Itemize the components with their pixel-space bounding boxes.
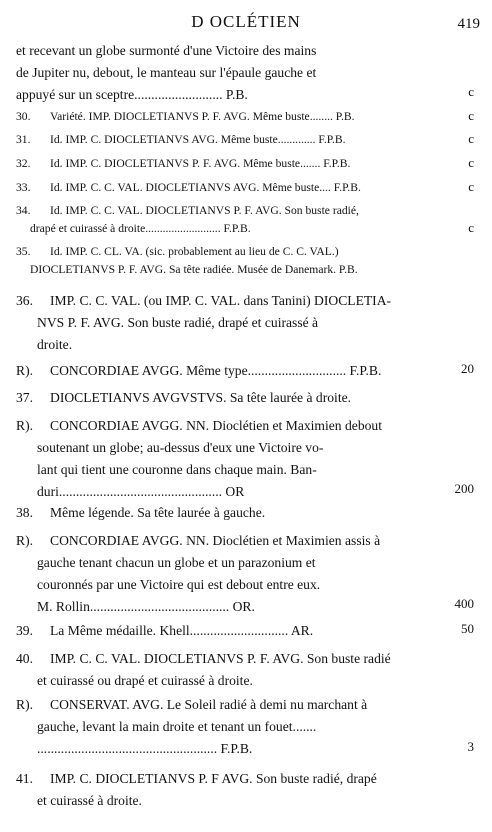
entry-text: CONSERVAT. AVG. Le Soleil radié à demi nu marchant à bbox=[50, 697, 368, 712]
entry-text: drapé et cuirassé à droite.......................... F.P.B. bbox=[30, 222, 251, 235]
entry-text: et cuirassé à droite. bbox=[37, 793, 142, 808]
reverse-mark: R). bbox=[16, 418, 33, 433]
entry-text: CONCORDIAE AVGG. Même type............................. F.P.B. bbox=[50, 363, 382, 378]
entry-34 bbox=[16, 202, 446, 238]
rarity-mark: c bbox=[468, 108, 474, 123]
rarity-mark: 200 bbox=[454, 481, 474, 496]
entry-text: couronnés par une Victoire qui est debout entre eux. bbox=[37, 577, 321, 592]
reverse-mark: R). bbox=[16, 533, 33, 548]
entry-text: droite. bbox=[37, 337, 73, 352]
entry-text: IMP. C. DIOCLETIANVS P. F AVG. Son buste radié, drapé bbox=[50, 771, 377, 786]
entry-line: de Jupiter nu, debout, le manteau sur l'épaule gauche et bbox=[16, 65, 317, 80]
entry-reverse bbox=[16, 415, 446, 503]
entry-number: 30. bbox=[16, 110, 31, 123]
entry-text: Id. IMP. C. C. VAL. DIOCLETIANVS AVG. Même buste.... F.P.B. bbox=[50, 181, 361, 194]
rarity-mark: 20 bbox=[461, 361, 474, 376]
page-number: 419 bbox=[457, 16, 480, 32]
entry-text: Même légende. Sa tête laurée à gauche. bbox=[50, 505, 266, 520]
entry-30 bbox=[16, 108, 446, 126]
rarity-mark: c bbox=[468, 220, 474, 235]
entry-text: NVS P. F. AVG. Son buste radié, drapé et cuirassé à bbox=[37, 315, 319, 330]
rarity-mark: c bbox=[468, 131, 474, 146]
reverse-mark: R). bbox=[16, 363, 33, 378]
rarity-mark: 400 bbox=[454, 596, 474, 611]
entry-text: gauche tenant chacun un globe et un parazonium et bbox=[37, 555, 316, 570]
entry-number: 37. bbox=[16, 390, 33, 405]
entry-number: 36. bbox=[16, 293, 33, 308]
entry-reverse bbox=[16, 530, 446, 618]
entry-text: CONCORDIAE AVGG. NN. Dioclétien et Maximien assis à bbox=[50, 533, 381, 548]
entry-number: 40. bbox=[16, 651, 33, 666]
entry-35 bbox=[16, 243, 446, 279]
entry-number: 41. bbox=[16, 771, 33, 786]
entry-text: Id. IMP. C. CL. VA. (sic. probablement au lieu de C. C. VAL.) bbox=[50, 245, 339, 258]
entry-text: Variété. IMP. DIOCLETIANVS P. F. AVG. Même buste........ P.B. bbox=[50, 110, 355, 123]
entry-31 bbox=[16, 131, 446, 149]
entry-text: Id. IMP. C. DIOCLETIANVS AVG. Même buste............. F.P.B. bbox=[50, 133, 346, 146]
entry-41 bbox=[16, 768, 446, 812]
entry-33 bbox=[16, 179, 446, 197]
entry-number: 39. bbox=[16, 623, 33, 638]
entry-text: CONCORDIAE AVGG. NN. Dioclétien et Maximien debout bbox=[50, 418, 383, 433]
entry-38 bbox=[16, 502, 446, 524]
entry-line: appuyé sur un sceptre.......................... P.B. bbox=[16, 87, 248, 102]
entry-number: 35. bbox=[16, 245, 31, 258]
entry-line: et recevant un globe surmonté d'une Victoire des mains bbox=[16, 43, 317, 58]
entry-text: DIOCLETIANVS P. F. AVG. Sa tête radiée. Musée de Danemark. P.B. bbox=[30, 263, 358, 276]
entry-continuation bbox=[16, 40, 446, 106]
entry-number: 32. bbox=[16, 157, 31, 170]
rarity-mark: c bbox=[468, 179, 474, 194]
entry-number: 34. bbox=[16, 204, 31, 217]
entry-39 bbox=[16, 620, 446, 642]
entry-text: La Même médaille. Khell............................. AR. bbox=[50, 623, 314, 638]
reverse-mark: R). bbox=[16, 697, 33, 712]
entry-text: DIOCLETIANVS AVGVSTVS. Sa tête laurée à droite. bbox=[50, 390, 352, 405]
entry-text: duri................................................ OR bbox=[37, 484, 245, 499]
entry-text: M. Rollin......................................... OR. bbox=[37, 599, 255, 614]
rarity-mark: 3 bbox=[467, 739, 474, 754]
entry-text: Id. IMP. C. C. VAL. DIOCLETIANVS P. F. AVG. Son buste radié, bbox=[50, 204, 359, 217]
entry-reverse bbox=[16, 360, 446, 382]
entry-text: lant qui tient une couronne dans chaque main. Ban- bbox=[37, 462, 317, 477]
entry-number: 33. bbox=[16, 181, 31, 194]
entry-reverse bbox=[16, 694, 446, 760]
entry-text: Id. IMP. C. DIOCLETIANVS P. F. AVG. Même buste....... F.P.B. bbox=[50, 157, 351, 170]
entry-text: et cuirassé ou drapé et cuirassé à droite. bbox=[37, 673, 253, 688]
rarity-mark: c bbox=[468, 84, 474, 99]
rarity-mark: c bbox=[468, 155, 474, 170]
entry-number: 38. bbox=[16, 505, 33, 520]
entry-text: IMP. C. C. VAL. (ou IMP. C. VAL. dans Tanini) DIOCLETIA- bbox=[50, 293, 392, 308]
entry-36 bbox=[16, 290, 446, 356]
entry-40 bbox=[16, 648, 446, 692]
entry-37 bbox=[16, 387, 446, 409]
entry-text: gauche, levant la main droite et tenant un fouet....... bbox=[37, 719, 317, 734]
entry-text: ..................................................... F.P.B. bbox=[37, 741, 253, 756]
rarity-mark: 50 bbox=[461, 621, 474, 636]
entry-text: soutenant un globe; au-dessus d'eux une Victoire vo- bbox=[37, 440, 324, 455]
running-head-title: D OCLÉTIEN bbox=[191, 12, 301, 31]
entry-32 bbox=[16, 155, 446, 173]
entry-number: 31. bbox=[16, 133, 31, 146]
entry-text: IMP. C. C. VAL. DIOCLETIANVS P. F. AVG. Son buste radié bbox=[50, 651, 391, 666]
